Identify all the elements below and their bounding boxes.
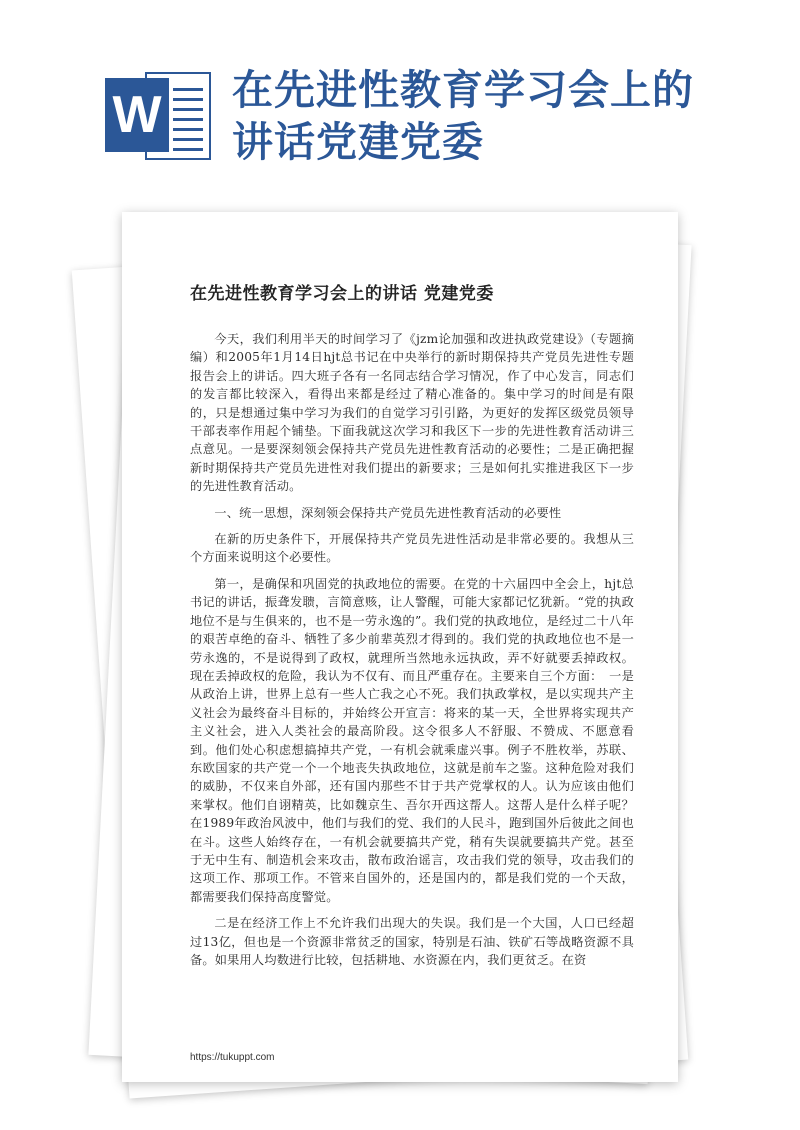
paragraph: 在新的历史条件下，开展保持共产党员先进性活动是非常必要的。我想从三个方面来说明这个必要性。 xyxy=(190,532,634,565)
word-document-icon xyxy=(105,70,213,162)
document-title: 在先进性教育学习会上的讲话 党建党委 xyxy=(190,284,494,304)
paragraph-intro: 今天，我们利用半天的时间学习了《jzm论加强和改进执政党建设》（专题摘编）和2005年1月14日hjt总书记在中央举行的新时期保持共产党员先进性专题报告会上的讲话。四大班子各有一名同志结合学习情况，作了中心发言，同志们的发言都比较深入，看得出来都是经过了精心准备的。集中学习的时间是有限的，只是想通过集中学习为我们的自觉学习引引路，为更好的发挥区级党员领导干部表率作用起个铺垫。下面我就这次学习和我区下一步的先进性教育活动讲三点意见。一是要深刻领会保持共产党员先进性教育活动的必要性；二是正确把握新时期保持共产党员先进性对我们提出的新要求；三是如何扎实推进我区下一步的先进性教育活动。 xyxy=(190,332,634,494)
document-page xyxy=(122,212,678,1082)
section-heading: 一、统一思想，深刻领会保持共产党员先进性教育活动的必要性 xyxy=(214,505,562,520)
page-title: 在先进性教育学习会上的讲话党建党委 xyxy=(232,66,694,166)
paragraph: 第一，是确保和巩固党的执政地位的需要。在党的十六届四中全会上，hjt总书记的讲话，振聋发聩，言简意赅，让人警醒，可能大家都记忆犹新。“党的执政地位不是与生俱来的，也不是一劳永逸的”。我们党的执政地位，是经过二十八年的艰苦卓绝的奋斗、牺牲了多少前辈英烈才得到的。我们党的执政地位也不是一劳永逸的，不是说得到了政权，就理所当然地永远执政，弄不好就要丢掉政权。现在丢掉政权的危险，我认为不仅有、而且严重存在。主要来自三个方面： 一是从政治上讲，世界上总有一些人亡我之心不死。我们执政掌权，是以实现共产主义社会为最终奋斗目标的，并始终公开宣言：将来的某一天，全世界将实现共产主义社会，进入人类社会的最高阶段。这令很多人不舒服、不赞成、不愿意看到。他们处心积虑想搞掉共产党，一有机会就乘虚兴事。例子不胜枚举，苏联、东欧国家的共产党一个一个地丧失执政地位，这就是前车之鉴。这种危险对我们的威胁，不仅来自外部，还有国内那些不甘于共产党掌权的人。认为应该由他们来掌权。他们自诩精英，比如魏京生、吾尔开西这帮人。这帮人是什么样子呢？在1989年政治风波中，他们与我们的党、我们的人民斗，跑到国外后彼此之间也在斗。这些人始终存在，一有机会就要搞共产党，稍有失误就要搞共产党。甚至于无中生有、制造机会来攻击，散布政治谣言，攻击我们党的领导，攻击我们的这项工作、那项工作。不管来自国外的，还是国内的，都是我们党的一个天敌，都需要我们保持高度警觉。 xyxy=(190,576,634,904)
paragraph: 二是在经济工作上不允许我们出现大的失误。我们是一个大国，人口已经超过13亿，但也是一个资源非常贫乏的国家，特别是石油、铁矿石等战略资源不具备。如果用人均数进行比较，包括耕地、水资源在内，我们更贫乏。在资 xyxy=(190,916,634,967)
header xyxy=(0,0,800,200)
word-logo-letter: W xyxy=(105,78,169,152)
footer-url: https://tukuppt.com xyxy=(190,1052,275,1063)
